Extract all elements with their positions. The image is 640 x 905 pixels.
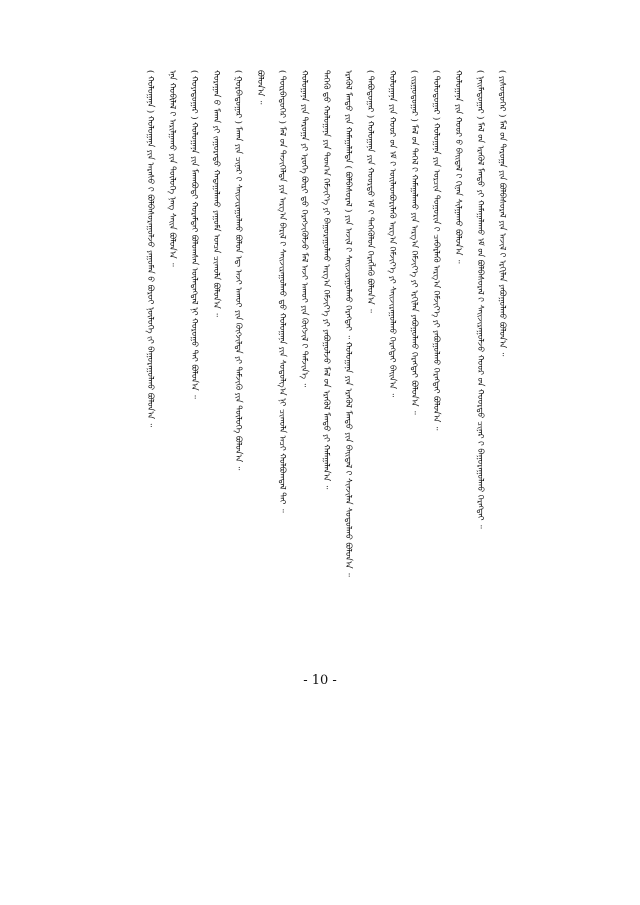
text-line: ( ᠶᠢᠰᠦᠳᠦᠭᠡᠷ ) ᠮᠠᠯ ᠤ᠋ᠨ ᠳᠠᠷᠤᠭᠠ ᠶᠢᠨ ᠪᠣᠯᠪᠠᠰᠤᠷᠠᠯ ᠶᠢᠨ ᠠᠵᠢᠯ ᠢ᠋ ᠡᠷᠬᠢᠯᠡᠨ ᠶᠠᠪᠤᠭᠤᠯᠬᠤ ᠪᠣᠯᠤᠨ᠎ᠠ ᠃ — [498, 70, 508, 357]
text-line: ᠡᠷᠡᠭᠦᠯ ᠮᠡᠨᠳᠦ ᠶᠢᠨ ᠬᠠᠮᠠᠭᠠᠯᠠᠯᠲᠠ ( ᠪᠣᠯᠪᠠᠰᠤᠷᠠᠯ ) ᠶᠢᠨ ᠠᠵᠢᠯ ᠢ᠋ ᠰᠠᠢᠵᠢᠷᠠᠭᠤᠯᠬᠤ ᠬᠡᠷᠡᠭᠲᠡᠢ ᠃ ᠬᠤᠯᠤᠭᠠᠨᠠ ᠶᠢᠨ ᠡᠷᠡᠭᠦᠯ ᠮᠡᠨᠳᠦ ᠶᠢᠨ ᠪᠠᠢᠳᠠᠯ ᠢ᠋ ᠰᠢᠨᠵᠢᠯᠡᠨ ᠰᠤᠳᠤᠯᠬᠤ ᠪᠣᠯᠤᠨ᠎ᠠ ᠃ — [344, 70, 354, 577]
text-line: ( ᠨᠠᠢᠮᠠᠳᠤᠭᠠᠷ ) ᠮᠠᠯ ᠤ᠋ᠨ ᠡᠷᠡᠭᠦᠯ ᠮᠡᠨᠳᠦ ᠶᠢ ᠬᠠᠮᠠᠭᠠᠯᠠᠬᠤ ᠡᠮ ᠦ᠋ᠨ ᠪᠣᠯᠪᠠᠰᠤᠷᠠᠯ ᠢ᠋ ᠰᠠᠢᠵᠢᠷᠠᠭᠤᠯᠵᠤ ᠬᠣᠣᠷ ᠤ᠋ᠨ ᠬᠣᠣᠷᠲᠤ ᠴᠢᠨᠠᠷ ᠢ᠋ ᠪᠠᠭᠤᠷᠠᠭᠤᠯᠬᠤ ᠬᠡᠷᠡᠭᠲᠡᠢ ᠃ — [476, 70, 486, 529]
text-line: ( ᠳᠣᠯᠣᠳᠤᠭᠠᠷ ) ᠬᠤᠯᠤᠭᠠᠨᠠ ᠶᠢᠨ ᠣᠷᠴᠢᠨ ᠲᠣᠭᠣᠷᠢᠨ ᠢ᠋ ᠴᠡᠪᠡᠷᠯᠡᠬᠦ ᠠᠷᠭ᠎ᠠ ᠬᠡᠮᠵᠢᠶ᠎ᠡ ᠶᠢ ᠶᠠᠪᠤᠭᠤᠯᠬᠤ ᠬᠡᠷᠡᠭᠲᠡᠢ ᠪᠣᠯᠤᠨ᠎ᠠ ᠃ — [432, 70, 442, 431]
text-line: ᠪᠣᠯᠤᠨ᠎ᠠ ᠃ — [256, 70, 266, 105]
text-line: ( ᠵᠢᠷᠭᠤᠳᠤᠭᠠᠷ ) ᠮᠠᠯ ᠤ᠋ᠨ ᠳᠡᠭᠡᠯ ᠢ᠋ ᠬᠠᠮᠠᠭᠠᠯᠠᠬᠤ ᠶᠢᠨ ᠠᠷᠭ᠎ᠠ ᠬᠡᠮᠵᠢᠶ᠎ᠡ ᠶᠢ ᠡᠷᠬᠢᠯᠡᠨ ᠶᠠᠪᠤᠭᠤᠯᠬᠤ ᠬᠡᠷᠡᠭᠲᠡᠢ ᠪᠣᠯᠤᠨ᠎ᠠ ᠃ — [410, 70, 420, 415]
text-line: ( ᠬᠣᠶᠠᠳᠤᠭᠠᠷ ) ᠬᠤᠯᠤᠭᠠᠨᠠ ᠶᠢᠨ ᠮᠠᠬᠠᠪᠣᠳᠢ ᠬᠤᠷᠠᠮᠲᠠᠢ ᠪᠣᠯᠤᠭᠰᠠᠨ ᠦᠯᠡᠳᠡᠭᠳᠡᠯ ᠨᠢ ᠬᠣᠷᠣᠭᠤ ᠲᠠᠢ ᠪᠣᠯᠤᠨ᠎ᠠ ᠃ — [190, 70, 200, 399]
text-line: ᠡᠨᠡ ᠬᠤᠪᠢᠯᠠᠯ ᠢ᠋ ᠠᠷᠢᠯᠭᠠᠬᠤ ᠶᠢᠨ ᠲᠥᠯᠥᠭᠡ ᠨᠡᠩ ᠰᠠᠢᠨ ᠪᠣᠯᠤᠨ᠎ᠠ ᠃ — [168, 70, 178, 267]
text-line: ( ᠭᠤᠷᠪᠠᠳᠤᠭᠠᠷ ) ᠮᠠᠬᠠ ᠶᠢᠨ ᠴᠢᠨᠠᠷ ᠢ᠋ ᠰᠠᠢᠵᠢᠷᠠᠭᠤᠯᠬᠤ ᠪᠣᠯᠤᠨ ᠡᠳ᠋ ᠠᠵᠢ ᠠᠬᠤᠢ ᠶᠢᠨ ᠬᠥᠭᠵᠢᠯᠲᠡ ᠶᠢ ᠳᠡᠮᠵᠢᠬᠦ ᠶᠢᠨ ᠲᠥᠯᠥᠭᠡ ᠪᠣᠯᠤᠨ᠎ᠠ ᠃ — [234, 70, 244, 471]
vertical-text-block — [140, 70, 510, 670]
text-line: ᠬᠤᠷᠠᠭᠠᠨ ᠤ᠋ ᠮᠠᠬᠠ ᠶᠢ ᠵᠠᠭᠤᠷᠠᠳᠤ ᠬᠠᠳᠠᠭᠠᠯᠠᠬᠤ ᠶᠠᠭᠤᠮᠠ ᠣᠨᠴᠠ ᠴᠢᠬᠤᠯᠠ ᠪᠣᠯᠤᠨ᠎ᠠ ᠃ — [212, 70, 222, 317]
text-line: ( ᠳᠥᠷᠪᠡᠳᠦᠭᠡᠷ ) ᠮᠠᠯ ᠤ᠋ᠨ ᠲᠡᠵᠢᠭᠡᠯᠲᠡ ᠶᠢᠨ ᠠᠷᠭ᠎ᠠ ᠪᠠᠷᠢᠯ ᠢ᠋ ᠰᠠᠢᠵᠢᠷᠠᠭᠤᠯᠬᠤ ᠳ᠋ᠤ᠌ ᠬᠤᠯᠤᠭᠠᠨᠠ ᠶᠢᠨ ᠰᠤᠳᠤᠯᠭ᠎ᠠ ᠨᠢ ᠴᠢᠬᠤᠯᠠ ᠠᠴᠢ ᠬᠣᠯᠪᠣᠭᠳᠠᠯ ᠲᠠᠢ ᠃ — [278, 70, 288, 513]
text-line: ( ᠬᠤᠯᠤᠭᠠᠨᠠ ) ᠬᠤᠯᠤᠭᠠᠨᠠ ᠶᠢᠨ ᠠᠷᠠᠰᠤ ᠢ᠋ ᠪᠣᠯᠪᠠᠰᠤᠷᠠᠭᠤᠯᠵᠤ ᠶᠠᠭᠤᠮᠠᠨ ᠤ᠋ ᠪᠤᠷᠤᠢ ᠨᠥᠯᠦᠭᠡ ᠵᠢ ᠪᠠᠭᠤᠷᠠᠭᠤᠯᠬᠤ ᠪᠣᠯᠤᠨ᠎ᠠ ᠃ — [146, 70, 156, 427]
text-line: ᠬᠤᠯᠤᠭᠠᠨᠠ ᠶᠢᠨ ᠳᠠᠷᠤᠭᠠ ᠶᠢ ᠡᠷᠦᠬᠡ ᠪᠥᠷᠢ ᠳ᠋ᠤ᠌ ᠬᠡᠷᠡᠭᠵᠢᠭᠦᠯᠵᠦ ᠮᠠᠯ ᠠᠵᠢ ᠠᠬᠤᠢ ᠶᠢᠨ ᠬᠥᠭᠵᠢᠯ ᠢ᠋ ᠳᠡᠮᠵᠢᠨ᠎ᠡ ᠃ — [300, 70, 310, 387]
page-number: - 10 - — [303, 673, 337, 688]
text-line: ᠬᠤᠯᠤᠭᠠᠨᠠ ᠶᠢᠨ ᠬᠣᠣᠷ ᠤ᠋ᠨ ᠡᠮ ᠢ᠋ ᠦᠢᠯᠡᠳᠪᠦᠷᠢᠯᠡᠬᠦ ᠠᠷᠭ᠎ᠠ ᠬᠡᠮᠵᠢᠶ᠎ᠡ ᠶᠢ ᠰᠠᠢᠵᠢᠷᠠᠭᠤᠯᠬᠤ ᠬᠡᠷᠡᠭᠲᠡᠢ ᠪᠠᠢᠨ᠎ᠠ ᠃ — [388, 70, 398, 397]
text-line: ( ᠲᠠᠪᠤᠳᠤᠭᠠᠷ ) ᠬᠤᠯᠤᠭᠠᠨᠠ ᠶᠢᠨ ᠬᠣᠣᠷᠲᠤ ᠡᠮ ᠢ᠋ ᠲᠡᠭᠡᠭᠦᠯᠦᠨ ᠬᠡᠷᠡᠭᠯᠡᠬᠦ ᠪᠣᠯᠤᠨ᠎ᠠ ᠃ — [366, 70, 376, 313]
text-line: ᠲᠡᠭᠡᠬᠦ ᠳ᠋ᠤ᠌ ᠬᠤᠯᠤᠭᠠᠨᠠ ᠶᠢᠨ ᠲᠣᠭ᠎ᠠ ᠬᠡᠮᠵᠢᠶ᠎ᠡ ᠶᠢ ᠪᠠᠭᠤᠷᠠᠭᠤᠯᠬᠤ ᠠᠷᠭ᠎ᠠ ᠬᠡᠮᠵᠢᠶ᠎ᠡ ᠶᠢ ᠶᠠᠪᠤᠭᠤᠯᠵᠤ ᠮᠠᠯ ᠤ᠋ᠨ ᠡᠷᠡᠭᠦᠯ ᠮᠡᠨᠳᠦ ᠶᠢ ᠬᠠᠮᠠᠭᠠᠯᠠᠨ᠎ᠠ ᠃ — [322, 70, 332, 490]
text-line: ᠬᠤᠯᠤᠭᠠᠨᠠ ᠶᠢᠨ ᠬᠣᠣᠷ ᠤ᠋ ᠪᠠᠢᠳᠠᠯ ᠢ᠋ ᠬᠢᠨᠠᠨ ᠰᠢᠯᠭᠠᠬᠤ ᠪᠣᠯᠤᠨ᠎ᠠ ᠃ — [454, 70, 464, 264]
